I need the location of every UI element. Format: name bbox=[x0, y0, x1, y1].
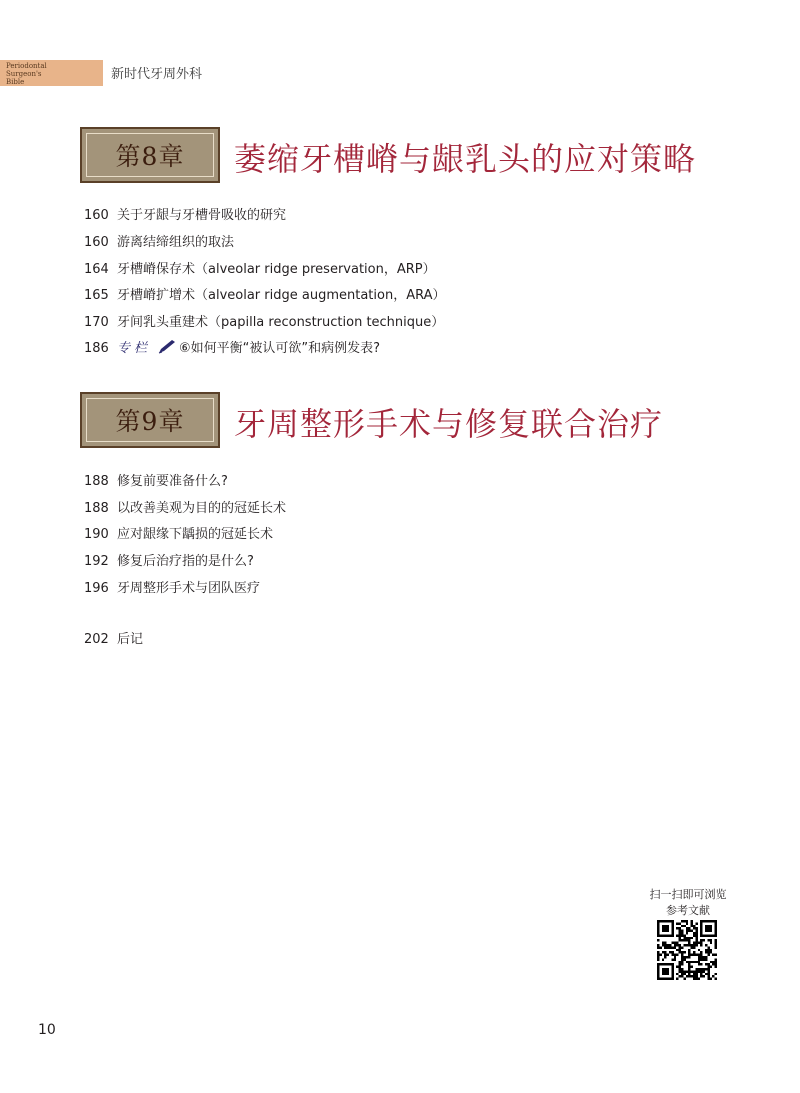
toc-entry-text: 修复前要准备什么? bbox=[117, 474, 228, 489]
toc-page-number: 190 bbox=[84, 527, 109, 542]
toc-entry-text: 牙槽嵴保存术（alveolar ridge preservation，ARP） bbox=[117, 262, 436, 277]
qr-caption-line1: 扫一扫即可浏览 bbox=[649, 888, 727, 901]
toc-entry-text: 以改善美观为目的的冠延长术 bbox=[117, 501, 287, 516]
chapter-8-title: 萎缩牙槽嵴与龈乳头的应对策略 bbox=[234, 140, 697, 178]
toc-page-number: 202 bbox=[84, 632, 109, 647]
chapter-9-label: 第9章 bbox=[115, 407, 185, 436]
toc-entry-text: 后记 bbox=[117, 632, 144, 647]
toc-item[interactable] bbox=[84, 204, 286, 223]
toc-page-number: 192 bbox=[84, 554, 109, 569]
toc-afterword[interactable] bbox=[84, 628, 143, 647]
toc-item[interactable] bbox=[84, 470, 228, 489]
toc-item[interactable] bbox=[84, 550, 254, 569]
toc-page-number: 188 bbox=[84, 501, 109, 516]
toc-item[interactable] bbox=[84, 284, 446, 303]
toc-page-number: 170 bbox=[84, 315, 109, 330]
toc-page-number: 188 bbox=[84, 474, 109, 489]
toc-page-number: 196 bbox=[84, 581, 109, 596]
toc-item[interactable] bbox=[84, 311, 444, 330]
toc-page-number: 164 bbox=[84, 262, 109, 277]
toc-entry-text: 牙槽嵴扩增术（alveolar ridge augmentation，ARA） bbox=[117, 288, 446, 303]
toc-page-number: 160 bbox=[84, 235, 109, 250]
toc-item[interactable] bbox=[84, 497, 286, 516]
toc-entry-text: 牙间乳头重建术（papilla reconstruction technique） bbox=[117, 315, 445, 330]
toc-column-item[interactable] bbox=[84, 337, 380, 356]
toc-entry-text: 应对龈缘下龋损的冠延长术 bbox=[117, 527, 274, 542]
toc-item[interactable] bbox=[84, 258, 436, 277]
page-number: 10 bbox=[38, 1022, 56, 1038]
toc-page-number: 186 bbox=[84, 341, 109, 356]
toc-item[interactable] bbox=[84, 577, 260, 596]
chapter-9-title: 牙周整形手术与修复联合治疗 bbox=[234, 405, 664, 443]
qr-code-icon[interactable] bbox=[657, 920, 717, 980]
toc-entry-text: 修复后治疗指的是什么? bbox=[117, 554, 254, 569]
chapter-8-box bbox=[80, 127, 220, 183]
toc-entry-text: 游离结缔组织的取法 bbox=[117, 235, 235, 250]
toc-entry-text: ⑥如何平衡“被认可欲”和病例发表? bbox=[179, 341, 381, 356]
toc-page-number: 160 bbox=[84, 208, 109, 223]
toc-entry-text: 关于牙龈与牙槽骨吸收的研究 bbox=[117, 208, 287, 223]
series-name: Periodontal Surgeon's Bible bbox=[6, 62, 47, 86]
toc-page-number: 165 bbox=[84, 288, 109, 303]
column-label: 专栏 bbox=[117, 341, 152, 356]
qr-caption-line2: 参考文献 bbox=[666, 904, 710, 917]
chapter-9-box bbox=[80, 392, 220, 448]
toc-item[interactable] bbox=[84, 523, 273, 542]
chapter-8-label: 第8章 bbox=[115, 142, 185, 171]
toc-entry-text: 牙周整形手术与团队医疗 bbox=[117, 581, 261, 596]
pen-icon bbox=[157, 339, 177, 355]
toc-item[interactable] bbox=[84, 231, 234, 250]
book-title: 新时代牙周外科 bbox=[111, 67, 203, 82]
